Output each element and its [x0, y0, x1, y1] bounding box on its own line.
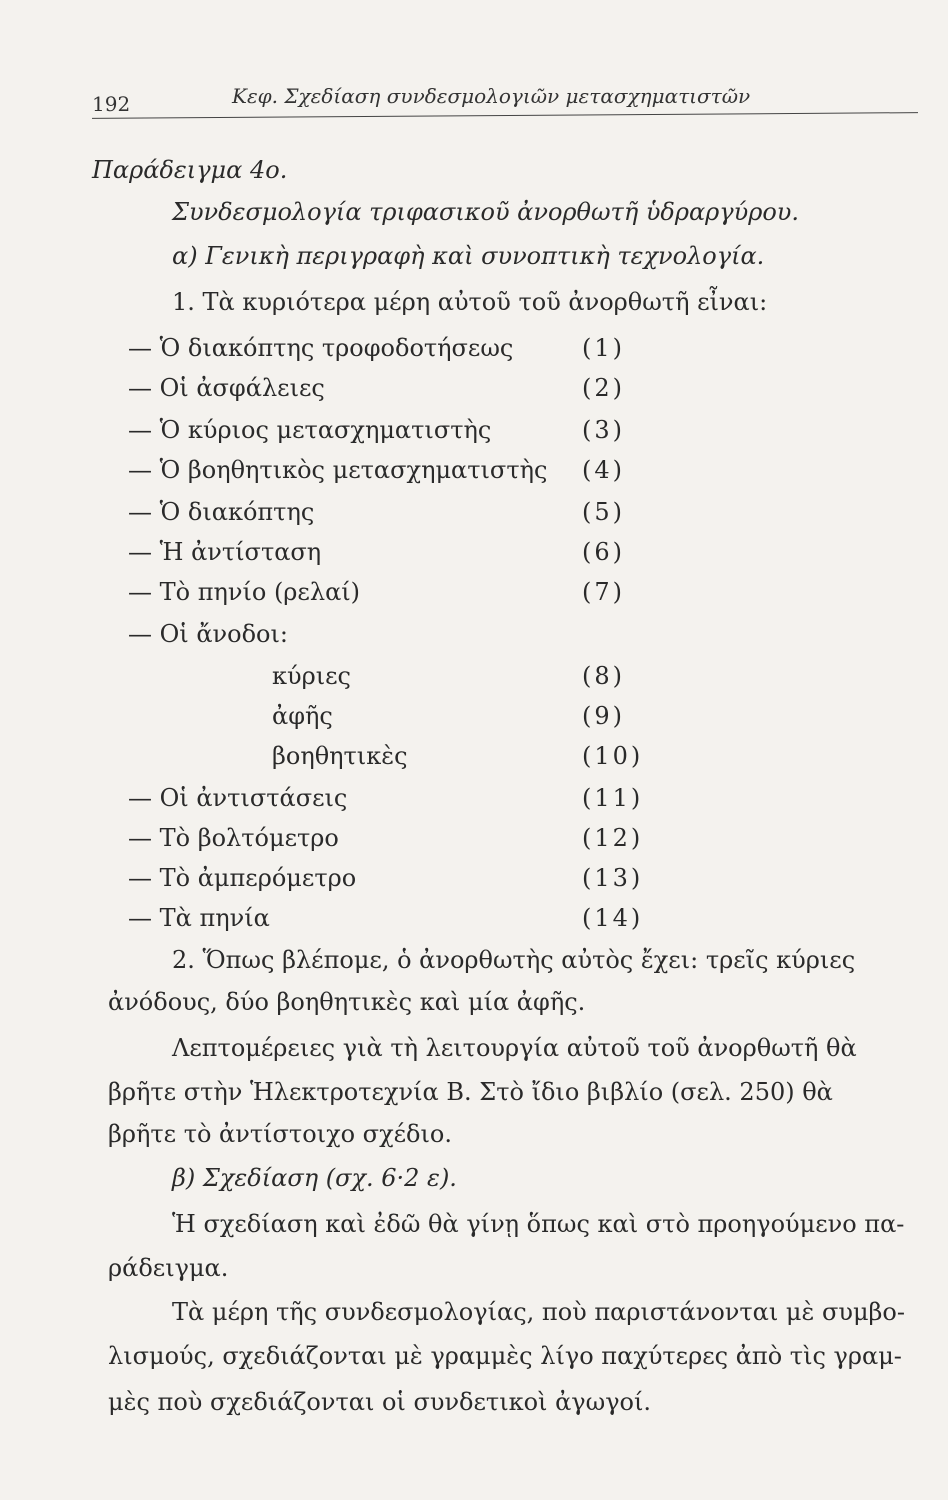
intro-line: 1. Τὰ κυριότερα μέρη αὐτοῦ τοῦ ἀνορθωτῆ εἶναι: [172, 288, 768, 316]
paragraph-line: Λεπτομέρειες γιὰ τὴ λειτουργία αὐτοῦ τοῦ ἀνορθωτῆ θὰ [172, 1034, 857, 1062]
item-number: (14) [582, 904, 644, 932]
item-number: (8) [582, 662, 625, 690]
item-number: (9) [582, 702, 625, 730]
list-item: — Οἱ ἀντιστάσεις [128, 784, 348, 812]
list-item: — Ὁ διακόπτης [128, 498, 315, 526]
paragraph-line: 2. Ὅπως βλέπομε, ὁ ἀνορθωτὴς αὐτὸς ἔχει: τρεῖς κύριες [172, 946, 856, 974]
list-item: — Τὰ πηνία [128, 904, 270, 932]
sub-list-item: κύριες [272, 662, 351, 690]
paragraph-line: Ἡ σχεδίαση καὶ ἐδῶ θὰ γίνῃ ὅπως καὶ στὸ προηγούμενο πα- [172, 1210, 905, 1238]
running-head: Κεφ. Σχεδίαση συνδεσμολογιῶν μετασχηματιστῶν [232, 84, 751, 108]
item-number: (13) [582, 864, 644, 892]
item-number: (3) [582, 416, 625, 444]
list-item: — Ὁ βοηθητικὸς μετασχηματιστὴς [128, 456, 548, 484]
item-number: (11) [582, 784, 644, 812]
item-number: (12) [582, 824, 644, 852]
item-number: (10) [582, 742, 644, 770]
item-number: (7) [582, 578, 625, 606]
item-number: (6) [582, 538, 625, 566]
item-number: (4) [582, 456, 625, 484]
paragraph-line: ἀνόδους, δύο βοηθητικὲς καὶ μία ἀφῆς. [108, 988, 586, 1016]
list-item: — Ὁ διακόπτης τροφοδοτήσεως [128, 334, 514, 362]
list-item: — Ὁ κύριος μετασχηματιστὴς [128, 416, 492, 444]
heading-b: β) Σχεδίαση (σχ. 6·2 ε). [172, 1164, 457, 1192]
paragraph-line: βρῆτε τὸ ἀντίστοιχο σχέδιο. [108, 1120, 452, 1148]
list-item: — Οἱ ἄνοδοι: [128, 620, 288, 648]
subtitle: Συνδεσμολογία τριφασικοῦ ἀνορθωτῆ ὑδραργύρου. [172, 198, 799, 226]
list-item: — Οἱ ἀσφάλειες [128, 374, 325, 402]
item-number: (1) [582, 334, 625, 362]
sub-list-item: ἀφῆς [272, 702, 333, 730]
example-title: Παράδειγμα 4ο. [92, 156, 288, 184]
paragraph-line: βρῆτε στὴν Ἡλεκτροτεχνία Β. Στὸ ἴδιο βιβλίο (σελ. 250) θὰ [108, 1078, 833, 1106]
sub-list-item: βοηθητικὲς [272, 742, 408, 770]
item-number: (5) [582, 498, 625, 526]
list-item: — Τὸ ἀμπερόμετρο [128, 864, 357, 892]
paragraph-line: Τὰ μέρη τῆς συνδεσμολογίας, ποὺ παριστάνονται μὲ συμβο- [172, 1298, 905, 1326]
paragraph-line: ράδειγμα. [108, 1254, 229, 1282]
page-number: 192 [92, 92, 131, 116]
item-number: (2) [582, 374, 625, 402]
paragraph-line: μὲς ποὺ σχεδιάζονται οἱ συνδετικοὶ ἀγωγοί. [108, 1388, 652, 1416]
list-item: — Τὸ βολτόμετρο [128, 824, 339, 852]
heading-a: α) Γενικὴ περιγραφὴ καὶ συνοπτικὴ τεχνολογία. [172, 242, 765, 270]
paragraph-line: λισμούς, σχεδιάζονται μὲ γραμμὲς λίγο παχύτερες ἀπὸ τὶς γραμ- [108, 1342, 902, 1370]
list-item: — Τὸ πηνίο (ρελαί) [128, 578, 361, 606]
list-item: — Ἡ ἀντίσταση [128, 538, 322, 566]
